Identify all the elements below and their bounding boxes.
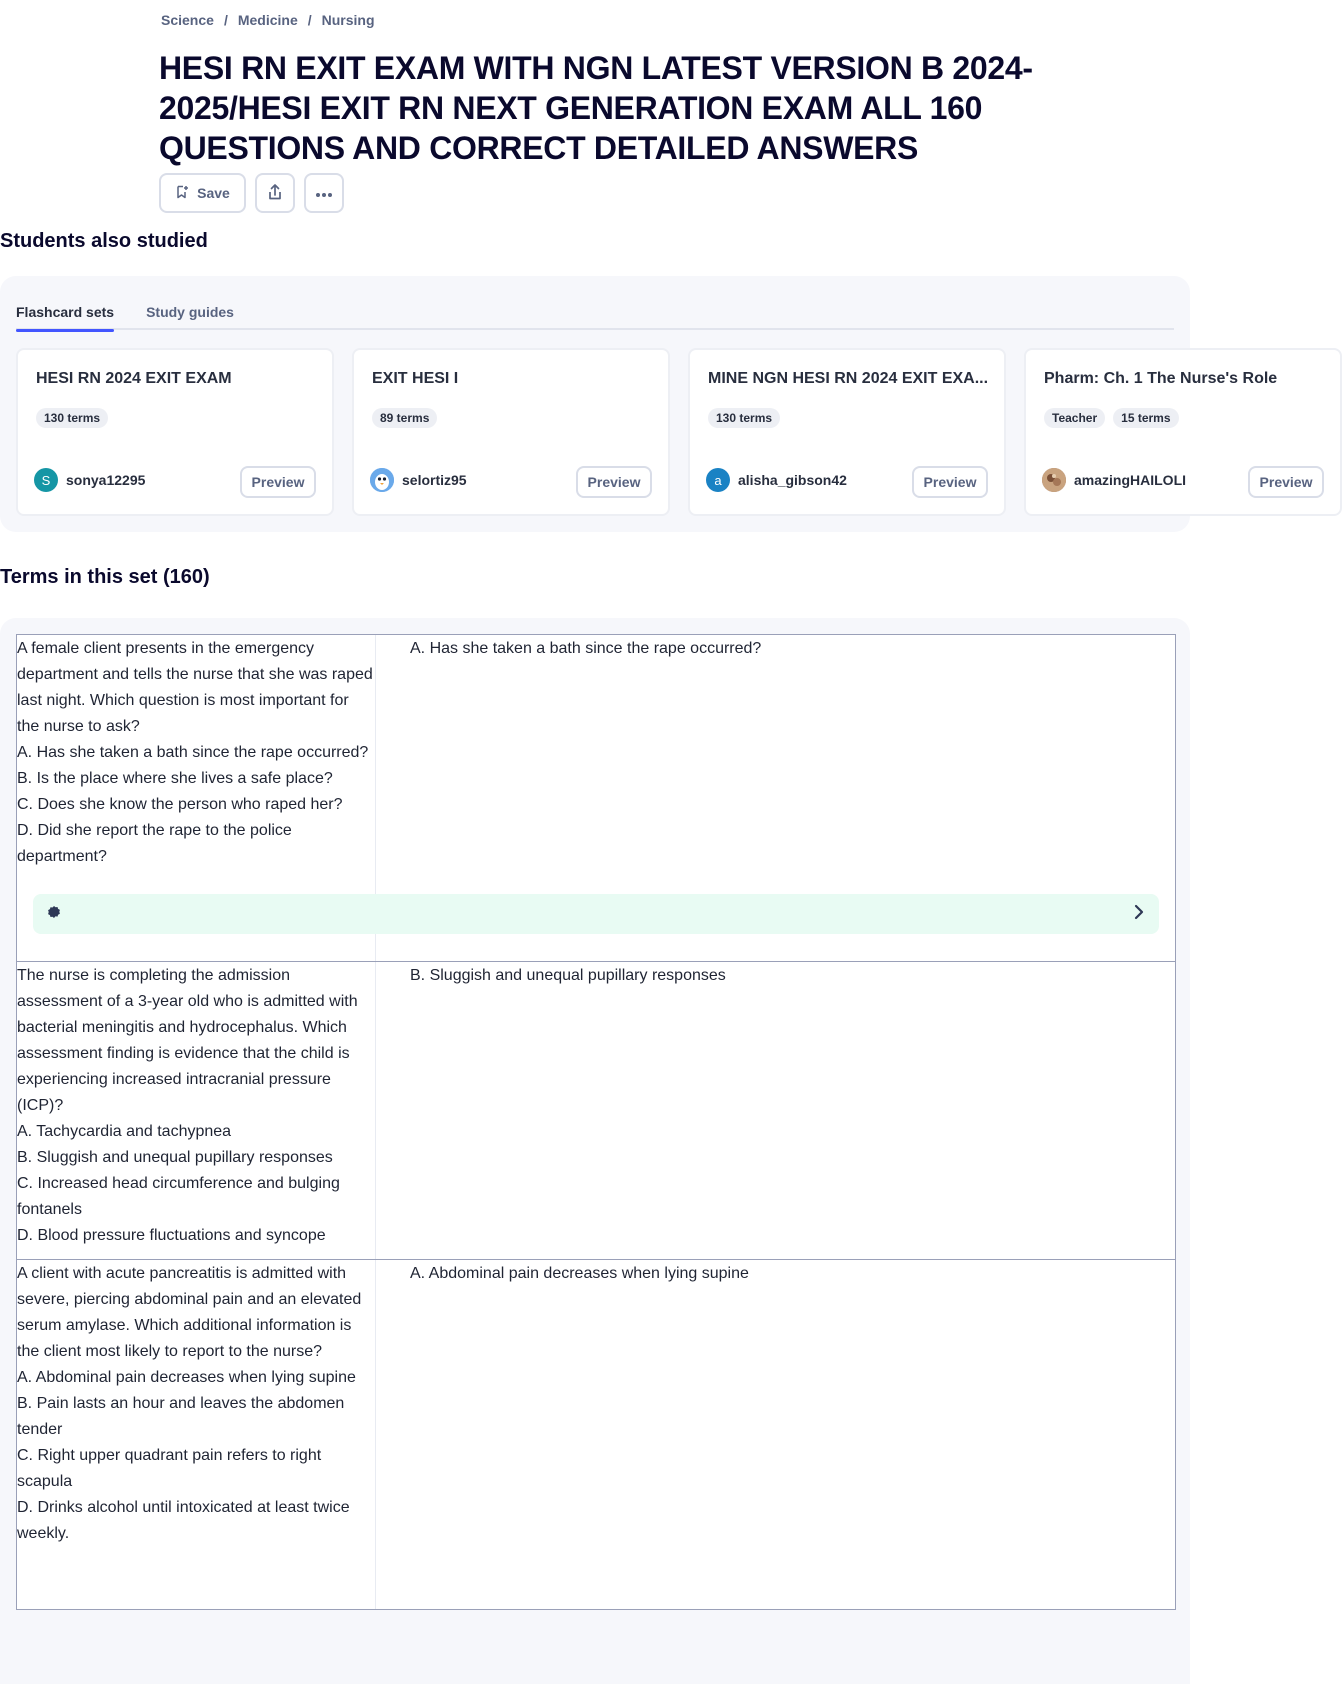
tab-study-guides[interactable]: Study guides bbox=[146, 304, 234, 320]
flashcard-set-card[interactable] bbox=[688, 348, 1006, 516]
share-icon bbox=[266, 183, 284, 204]
author-name: alisha_gibson42 bbox=[738, 472, 847, 488]
avatar bbox=[370, 468, 394, 492]
preview-button[interactable]: Preview bbox=[912, 466, 988, 498]
bookmark-add-icon bbox=[175, 185, 189, 202]
term-row bbox=[16, 634, 1176, 962]
preview-button[interactable]: Preview bbox=[576, 466, 652, 498]
avatar bbox=[1042, 468, 1066, 492]
tab-flashcard-sets[interactable]: Flashcard sets bbox=[16, 304, 114, 330]
more-horizontal-icon bbox=[315, 185, 333, 201]
explanation-bar[interactable] bbox=[33, 894, 1159, 934]
card-author[interactable] bbox=[34, 468, 145, 492]
terms-table bbox=[16, 634, 1176, 1610]
page-title: HESI RN EXIT EXAM WITH NGN LATEST VERSION B 2024-2025/HESI EXIT RN NEXT GENERATION EXAM ALL 160 QUESTIONS AND CORRECT DETAILED ANSWERS bbox=[159, 50, 1033, 166]
terms-count-badge: 130 terms bbox=[708, 408, 780, 428]
card-author[interactable] bbox=[370, 468, 467, 492]
term-answer: A. Has she taken a bath since the rape occurred? bbox=[410, 640, 762, 657]
avatar: S bbox=[34, 468, 58, 492]
breadcrumb-science[interactable]: Science bbox=[161, 12, 214, 28]
terms-count-badge: 130 terms bbox=[36, 408, 108, 428]
card-title: EXIT HESI I bbox=[372, 370, 459, 387]
terms-count-badge: 89 terms bbox=[372, 408, 437, 428]
card-title: HESI RN 2024 EXIT EXAM bbox=[36, 370, 232, 387]
badge-icon bbox=[47, 905, 61, 924]
author-name: sonya12295 bbox=[66, 472, 146, 488]
term-answer: B. Sluggish and unequal pupillary responses bbox=[410, 967, 726, 984]
cards-carousel[interactable] bbox=[16, 348, 1313, 516]
students-also-studied-heading: Students also studied bbox=[0, 230, 208, 252]
teacher-badge: Teacher bbox=[1044, 408, 1105, 428]
term-answer: A. Abdominal pain decreases when lying supine bbox=[410, 1265, 749, 1282]
terms-panel bbox=[0, 618, 1190, 1684]
save-button[interactable] bbox=[159, 173, 246, 213]
term-question: The nurse is completing the admission assessment of a 3-year old who is admitted with bacterial meningitis and hydrocephalus. Which assessment finding is evidence that the child is experiencing increased intracranial pressure (ICP)? A. Tachycardia and tachypnea B. Sluggish and unequal pupillary responses C. Increased head circumference and bulging fontanels D. Blood pressure fluctuations and syncope bbox=[17, 962, 376, 1259]
studied-tabs bbox=[16, 304, 1174, 330]
set-actions bbox=[159, 173, 344, 213]
breadcrumb-separator: / bbox=[307, 12, 312, 28]
term-row bbox=[16, 962, 1176, 1260]
share-button[interactable] bbox=[255, 173, 295, 213]
breadcrumb-separator: / bbox=[223, 12, 228, 28]
save-label: Save bbox=[197, 185, 230, 201]
card-author[interactable] bbox=[1042, 468, 1186, 492]
chevron-right-icon[interactable] bbox=[1133, 904, 1145, 925]
card-title: MINE NGN HESI RN 2024 EXIT EXA... bbox=[708, 370, 989, 387]
term-question: A female client presents in the emergency department and tells the nurse that she was raped last night. Which question is most important for the nurse to ask? A. Has she taken a bath since the rape occurred? B. Is the place where she lives a safe place? C. Does she know the person who raped her? D. Did she report the rape to the police department? bbox=[17, 635, 376, 961]
terms-count-badge: 15 terms bbox=[1113, 408, 1178, 428]
preview-button[interactable]: Preview bbox=[1248, 466, 1324, 498]
author-name: amazingHAILOLI bbox=[1074, 472, 1187, 488]
students-also-studied-panel bbox=[0, 276, 1313, 532]
terms-heading: Terms in this set (160) bbox=[0, 566, 210, 588]
card-title: Pharm: Ch. 1 The Nurse's Role bbox=[1044, 370, 1278, 387]
flashcard-set-card[interactable] bbox=[16, 348, 334, 516]
avatar: a bbox=[706, 468, 730, 492]
term-question: A client with acute pancreatitis is admitted with severe, piercing abdominal pain and an elevated serum amylase. Which additional information is the client most likely to report to the nurse? A. Abdominal pain decreases when lying supine B. Pain lasts an hour and leaves the abdomen tender C. Right upper quadrant pain refers to right scapula D. Drinks alcohol until intoxicated at least twice weekly. bbox=[17, 1260, 376, 1609]
breadcrumb bbox=[161, 12, 375, 28]
preview-button[interactable]: Preview bbox=[240, 466, 316, 498]
more-options-button[interactable] bbox=[304, 173, 344, 213]
flashcard-set-card[interactable] bbox=[1024, 348, 1342, 516]
flashcard-set-card[interactable] bbox=[352, 348, 670, 516]
card-author[interactable] bbox=[706, 468, 847, 492]
term-row bbox=[16, 1260, 1176, 1610]
breadcrumb-medicine[interactable]: Medicine bbox=[237, 12, 298, 28]
author-name: selortiz95 bbox=[402, 472, 467, 488]
breadcrumb-nursing[interactable]: Nursing bbox=[321, 12, 375, 28]
